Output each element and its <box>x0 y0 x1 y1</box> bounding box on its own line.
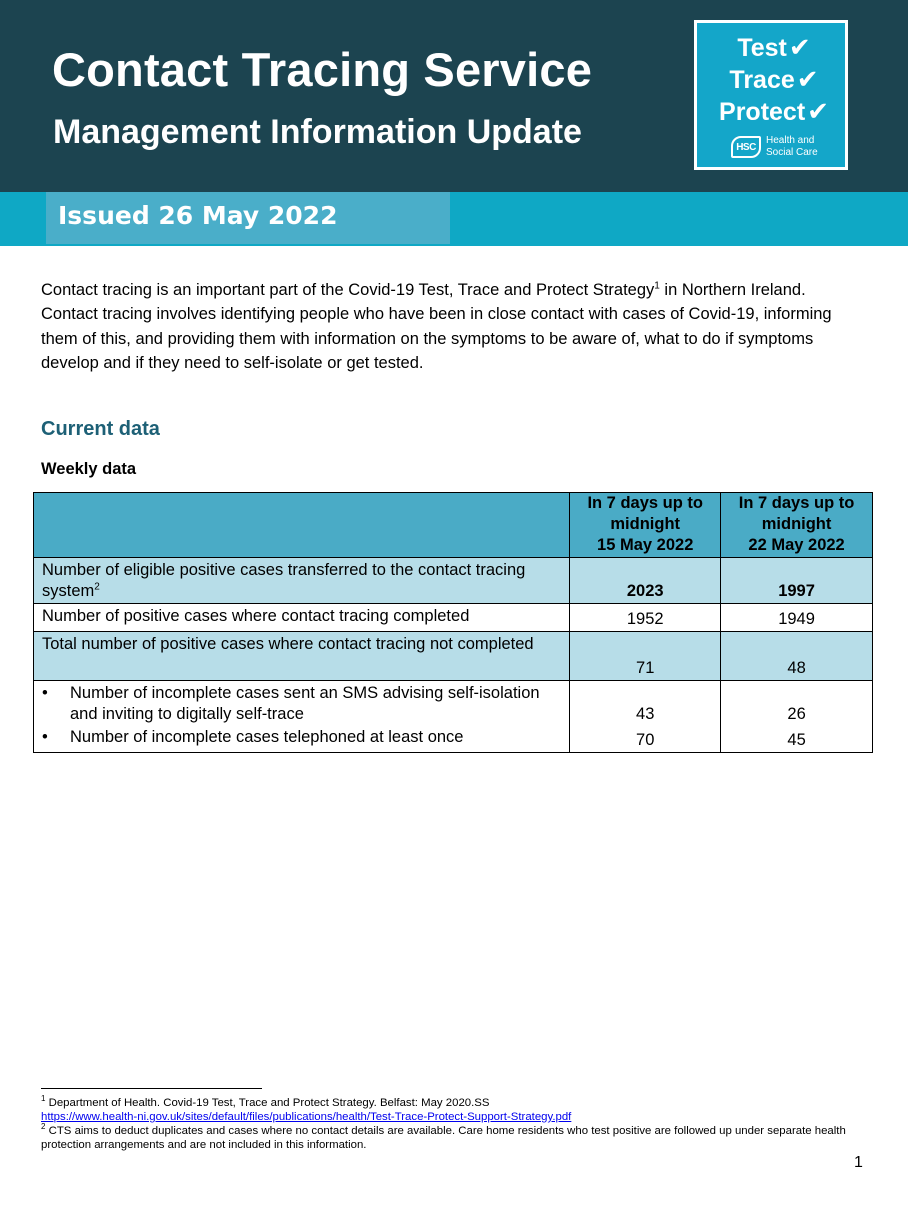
table-row <box>34 604 873 632</box>
table-header-col-2: In 7 days up to midnight 22 May 2022 <box>721 493 873 558</box>
footnote-ref-1: 1 <box>654 280 660 292</box>
row-value-1: 71 <box>570 632 721 681</box>
row-value-2: 45 <box>721 726 873 752</box>
footnote-divider <box>41 1088 262 1089</box>
section-heading: Current data <box>41 418 160 440</box>
check-icon: ✔ <box>788 32 811 62</box>
issued-date: Issued 26 May 2022 <box>58 201 338 230</box>
issued-banner <box>46 192 450 244</box>
table-row-bullet <box>34 726 873 752</box>
footnote-2: $^2$ CTS aims to deduct duplicates and cases where no contact details are available. Care home residents who test positive are followed up under separate health protection arrangements and are not included in this information. <box>41 1122 846 1151</box>
bullet-icon: • <box>42 728 48 746</box>
table-row <box>34 558 873 604</box>
row-value-1: 1952 <box>570 604 721 632</box>
row-label: • Number of incomplete cases sent an SMS advising self-isolation and inviting to digitally self-trace <box>34 681 570 727</box>
hsc-text: Health and Social Care <box>766 135 818 158</box>
page-number: 1 <box>854 1154 863 1171</box>
row-value-1: 2023 <box>570 558 721 604</box>
table-header-blank <box>34 493 570 558</box>
table-row-bullet <box>34 681 873 727</box>
logo-line-test: Test✔ <box>737 32 811 62</box>
page-subtitle: Management Information Update <box>53 113 582 151</box>
table-header-col-1: In 7 days up to midnight 15 May 2022 <box>570 493 721 558</box>
hsc-logo <box>731 135 818 159</box>
footnote-ref-2: 2 <box>94 581 100 593</box>
logo-line-protect: Protect✔ <box>719 96 829 126</box>
row-value-2: 26 <box>721 681 873 727</box>
page-header <box>0 0 908 192</box>
check-icon: ✔ <box>796 64 819 94</box>
footnote-1: $^1$ Department of Health. Covid-19 Test, Trace and Protect Strategy. Belfast: May 2020.SS <box>41 1094 490 1109</box>
footnote-1-link[interactable]: https://www.health-ni.gov.uk/sites/default/files/publications/health/Test-Trace-Protect-Support-Strategy.pdf <box>41 1111 572 1123</box>
row-value-1: 43 <box>570 681 721 727</box>
row-label: Number of positive cases where contact tracing completed <box>34 604 570 632</box>
row-value-2: 48 <box>721 632 873 681</box>
check-icon: ✔ <box>807 96 829 126</box>
row-value-2: 1949 <box>721 604 873 632</box>
row-label: Total number of positive cases where contact tracing not completed <box>34 632 570 681</box>
row-value-1: 70 <box>570 726 721 752</box>
sub-heading: Weekly data <box>41 460 137 478</box>
logo-line-trace: Trace✔ <box>729 64 819 94</box>
row-label: Number of eligible positive cases transferred to the contact tracing system$^2$ <box>34 558 570 604</box>
table-row <box>34 632 873 681</box>
row-label: • Number of incomplete cases telephoned at least once <box>34 726 570 752</box>
bullet-icon: • <box>42 684 48 702</box>
table-header-row <box>34 493 873 558</box>
row-value-2: 1997 <box>721 558 873 604</box>
weekly-data-table <box>33 492 873 753</box>
hsc-badge: HSC <box>731 136 761 158</box>
intro-paragraph: Contact tracing is an important part of the Covid-19 Test, Trace and Protect Strategy$^1$ in Northern Ireland. Contact tracing involves identifying people who have been in close contact with cases of Covid-19, informing them of this, and providing them with information on the symptoms to be aware of, what to do if symptoms develop and if they need to self-isolate or get tested. <box>41 280 832 373</box>
footnotes <box>41 1096 861 1152</box>
page-title: Contact Tracing Service <box>52 43 593 96</box>
test-trace-protect-logo <box>694 20 848 170</box>
